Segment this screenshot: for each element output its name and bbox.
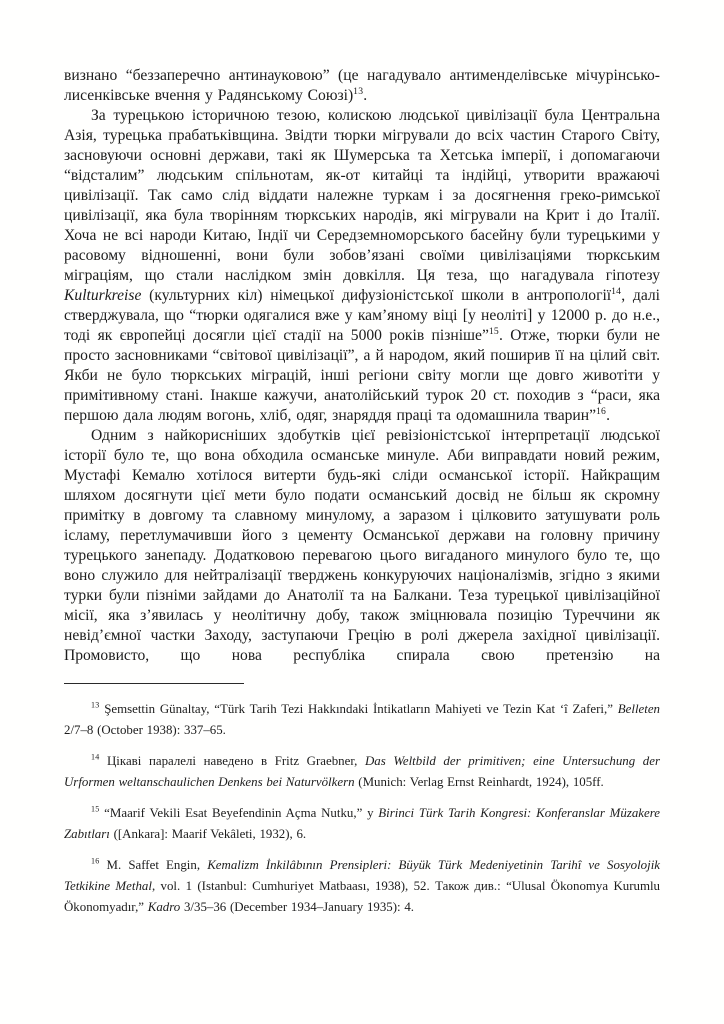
italic-title-text: Das Weltbild der primitiven; eine Untersuchung der Urformen weltanschaulichen Denkens bei Naturvölkern <box>64 754 660 789</box>
text-run: , далі стверджувала, що “тюрки одягалися вже у кам’яному віці [у неоліті] у 12000 р. до н.е., тоді як європейці досягли цієї стадії на 5000 років пізніше” <box>64 287 661 344</box>
footnote-ref-number: 14 <box>91 752 100 762</box>
text-run: M. Saffet Engin, <box>99 858 208 872</box>
text-run: Şemsettin Günaltay, “Türk Tarih Tezi Hakkındaki İntikatların Mahiyeti ve Tezin Kat ‘î Zaferi,” <box>99 702 618 716</box>
text-run: 3/35–36 (December 1934–January 1935): 4. <box>180 900 415 914</box>
body-paragraph <box>64 66 660 106</box>
body-paragraph <box>64 106 660 426</box>
footnote-ref-number: 16 <box>91 856 100 866</box>
italic-title-text: Belleten <box>617 702 660 716</box>
italic-title-text: Kadro <box>147 900 181 914</box>
footnotes-block <box>64 699 660 918</box>
body-paragraph <box>64 426 660 666</box>
italic-title-text: Kulturkreise <box>64 287 142 304</box>
footnote-ref-number: 15 <box>488 325 499 337</box>
text-run: . <box>363 87 368 104</box>
footnote-separator-rule <box>64 683 244 684</box>
footnote <box>64 803 660 845</box>
footnote-ref-number: 16 <box>596 405 607 417</box>
footnote-ref-number: 13 <box>353 85 364 97</box>
text-run: “Maarif Vekili Esat Beyefendinin Açma Nutku,” у <box>99 806 379 820</box>
footnote <box>64 751 660 793</box>
text-run: Одним з найкорисніших здобутків цієї ревізіоністської інтерпретації людської історії було те, що вона обходила османське минуле. Аби виправдати новий режим, Мустафі Кемалю хотілося витерти будь-які сліди османської історії. Найкращим шляхом досягнути цієї мети було подати османський досвід не більш як скромну примітку в довгому та славному минулому, а заразом і цілковито затушувати роль ісламу, перетлумачивши його з цементу Османської держави на головну причину турецького занепаду. Додатковою перевагою цього вигаданого минулого було те, що воно служило для нейтралізації тверджень конкуруючих націоналізмів, згідно з якими турки були пізніми зайдами до Анатолії та на Балкани. Теза турецької цивілізаційної місії, яка з’явилась у неолітичну добу, також зміцнювала позицію Туреччини як невід’ємної частки Заходу, заступаючи Грецію в ролі джерела західної цивілізації. Промовисто, що нова республіка спирала свою претензію на <box>64 427 660 664</box>
text-run: (Munich: Verlag Ernst Reinhardt, 1924), 105ff. <box>354 775 604 789</box>
italic-title-text: Kemalizm İnkilâbının Prensipleri: Büyük Türk Medeniyetinin Tarihî ve Sosyolojik Tetkikine Methal <box>64 858 660 893</box>
text-run: (культурних кіл) німецької дифузіоністської школи в антропології <box>141 287 612 304</box>
footnote <box>64 855 660 918</box>
text-run: ([Ankara]: Maarif Vekâleti, 1932), 6. <box>109 827 307 841</box>
footnote <box>64 699 660 741</box>
text-run: 2/7–8 (October 1938): 337–65. <box>64 723 226 737</box>
text-run: , vol. 1 (Istanbul: Cumhuriyet Matbaası, 1938), 52. Також див.: “Ulusal Ökonomya Kurumlu Ökonomyadır,” <box>64 879 660 914</box>
text-run: визнано “беззаперечно антинауковою” (це нагадувало антименделівське мічурінсько-лисенківське вчення у Радянському Союзі) <box>64 67 660 104</box>
footnote-ref-number: 14 <box>611 285 622 297</box>
text-run: Цікаві паралелі наведено в Fritz Graebner, <box>99 754 365 768</box>
footnote-ref-number: 15 <box>91 804 100 814</box>
italic-title-text: Birinci Türk Tarih Kongresi: Konferanslar Müzakere Zabıtları <box>64 806 661 841</box>
body-text-block <box>64 66 660 666</box>
text-run: За турецькою історичною тезою, колискою людської цивілізації була Центральна Азія, турецька прабатьківщина. Звідти тюрки мігрували до всіх частин Старого Світу, засновуючи основні держави, такі як Шумерська та Хетська імперії, і допомагаючи “відсталим” людським спільнотам, як-от китайці та індійці, утворити вражаючі цивілізації. Так само слід віддати належне туркам і за досягнення греко-римської цивілізації, яка була творінням тюркських народів, які мігрували на Крит і до Італії. Хоча не всі народи Китаю, Індії чи Середземноморського басейну були турецькими у расовому відношенні, вони були зобов’язані своїми цивілізаціями тюркським міграціям, що стали наслідком змін довкілля. Ця теза, що нагадувала гіпотезу <box>64 107 660 284</box>
text-run: . Отже, тюрки були не просто засновниками “світової цивілізації”, а й народом, який поширив її на цілий світ. Якби не було тюркських міграцій, інші регіони світу могли ще довго животіти у примітивному стані. Інакше кажучи, анатолійський турок 20 ст. походив з “раси, яка першою дала людям вогонь, хліб, одяг, знаряддя праці та одомашнила тварин” <box>64 327 660 424</box>
text-run: . <box>606 407 610 424</box>
footnote-ref-number: 13 <box>91 700 100 710</box>
